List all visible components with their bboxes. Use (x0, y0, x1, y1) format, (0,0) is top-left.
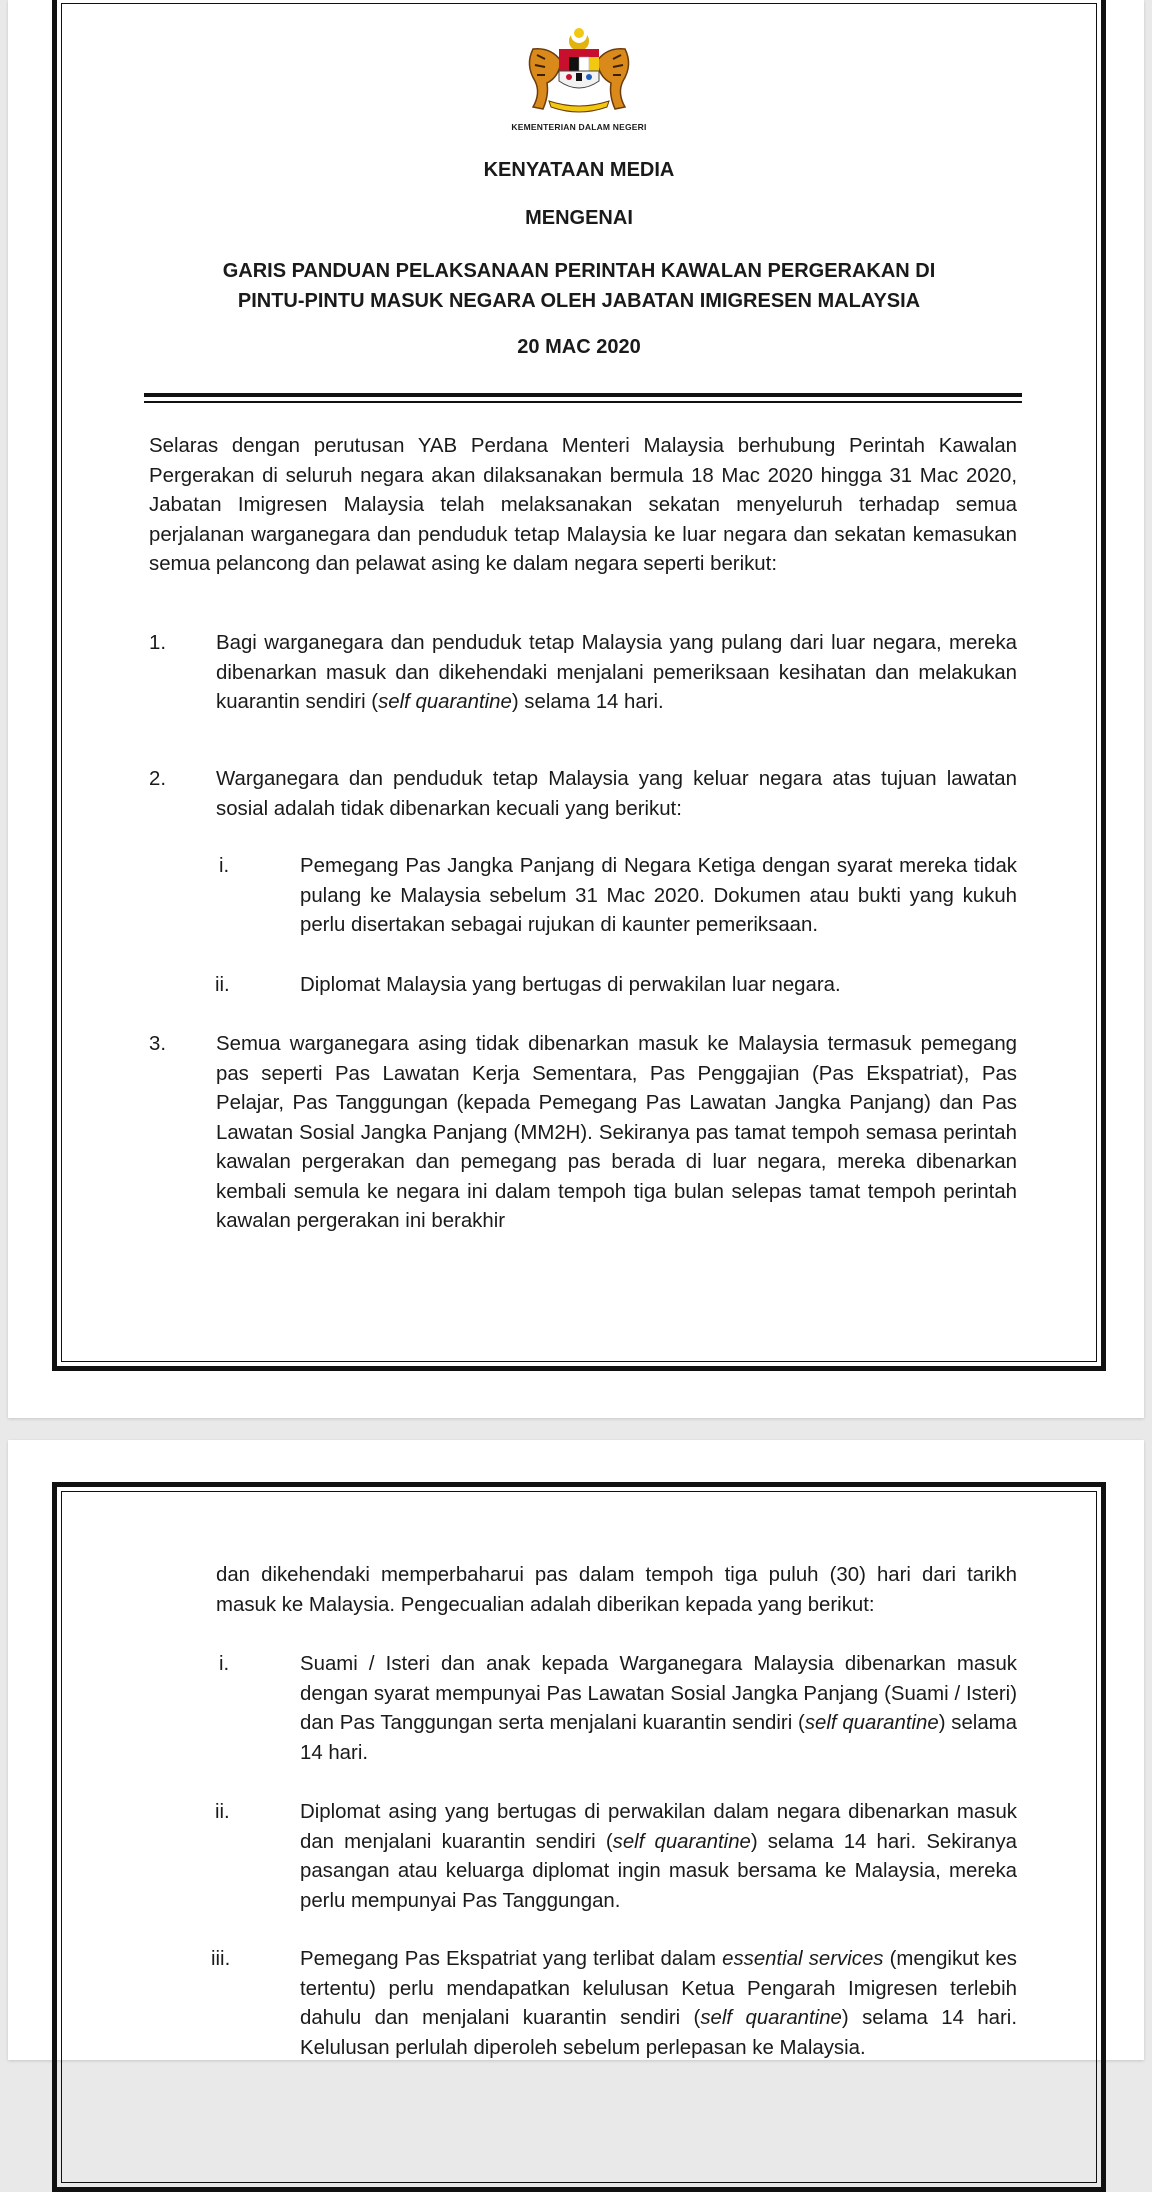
subitem-text: Diplomat asing yang bertugas di perwakilan dalam negara dibenarkan masuk dan menjalani kuarantin sendiri (self quarantine) selama 14 hari. Sekiranya pasangan atau keluarga diplomat ingin masuk bersama ke Malaysia, mereka perlu mempunyai Pas Tanggungan. (300, 1801, 1018, 1912)
document-page-2 (8, 1440, 1144, 2060)
item-2-text: Warganegara dan penduduk tetap Malaysia yang keluar negara atas tujuan lawatan sosial adalah tidak dibenarkan kecuali yang berikut: (216, 768, 1017, 820)
subitem-number: iii. (211, 1948, 231, 1970)
subitem-number: i. (219, 1653, 230, 1675)
document-subtitle: MENGENAI (525, 207, 633, 229)
item-3-text: Semua warganegara asing tidak dibenarkan masuk ke Malaysia termasuk pemegang pas seperti Pas Lawatan Kerja Sementara, Pas Penggajian (Pas Ekspatriat), Pas Pelajar, Pas Tanggungan (kepada Pemegang Pas Lawatan Jangka Panjang) dan Pas Lawatan Sosial Jangka Panjang (MM2H). Sekiranya pas tamat tempoh semasa perintah kawalan pergerakan dan pemegang pas berada di luar negara, mereka dibenarkan kembali semula ke negara ini dalam tempoh tiga bulan selepas tamat tempoh perintah kawalan pergerakan ini berakhir (216, 1033, 1017, 1232)
item-number: 1. (149, 632, 167, 654)
subitem-number: ii. (215, 1801, 230, 1823)
subitem-text: Diplomat Malaysia yang bertugas di perwakilan luar negara. (300, 974, 841, 996)
document-heading (57, 256, 1101, 316)
intro-paragraph: Selaras dengan perutusan YAB Perdana Menteri Malaysia berhubung Perintah Kawalan Pergerakan di seluruh negara akan dilaksanakan bermula 18 Mac 2020 hingga 31 Mac 2020, Jabatan Imigresen Malaysia telah melaksanakan sekatan menyeluruh terhadap semua perjalanan warganegara dan penduduk tetap Malaysia ke luar negara dan sekatan kemasukan semua pelancong dan pelawat asing ke dalam negara seperti berikut: (149, 435, 1017, 575)
subitem-number: ii. (215, 974, 230, 996)
document-title: KENYATAAN MEDIA (483, 159, 675, 181)
heading-line-2: PINTU-PINTU MASUK NEGARA OLEH JABATAN IMIGRESEN MALAYSIA (237, 290, 921, 312)
coat-of-arms-logo (509, 25, 649, 135)
header-divider-thick (144, 393, 1022, 397)
document-date: 20 MAC 2020 (517, 336, 641, 358)
continuation-paragraph: dan dikehendaki memperbaharui pas dalam tempoh tiga puluh (30) hari dari tarikh masuk ke Malaysia. Pengecualian adalah diberikan kepada yang berikut: (216, 1564, 1017, 1616)
subitem-text: Suami / Isteri dan anak kepada Warganegara Malaysia dibenarkan masuk dengan syarat mempunyai Pas Lawatan Sosial Jangka Panjang (Suami / Isteri) dan Pas Tanggungan serta menjalani kuarantin sendiri (self quarantine) selama 14 hari. (300, 1653, 1017, 1764)
header-divider-thin (144, 401, 1022, 403)
heading-line-1: GARIS PANDUAN PELAKSANAAN PERINTAH KAWALAN PERGERAKAN DI (222, 260, 936, 282)
item-number: 3. (149, 1033, 167, 1055)
subitem-text: Pemegang Pas Ekspatriat yang terlibat dalam essential services (mengikut kes tertentu) perlu mendapatkan kelulusan Ketua Pengarah Imigresen terlebih dahulu dan menjalani kuarantin sendiri (self quarantine) selama 14 hari. Kelulusan perlulah diperoleh sebelum perlepasan ke Malaysia. (300, 1948, 1017, 2059)
page-border (52, 0, 1106, 1371)
item-1-text: Bagi warganegara dan penduduk tetap Malaysia yang pulang dari luar negara, mereka dibenarkan masuk dan dikehendaki menjalani pemeriksaan kesihatan dan melakukan kuarantin sendiri (self quarantine) selama 14 hari. (216, 632, 1017, 713)
item-number: 2. (149, 768, 167, 790)
subitem-number: i. (219, 855, 230, 877)
subitem-text: Pemegang Pas Jangka Panjang di Negara Ketiga dengan syarat mereka tidak pulang ke Malaysia sebelum 31 Mac 2020. Dokumen atau bukti yang kukuh perlu disertakan sebagai rujukan di kaunter pemeriksaan. (300, 855, 1017, 936)
ministry-name: KEMENTERIAN DALAM NEGERI (511, 122, 647, 132)
malaysia-coat-of-arms-icon (519, 25, 639, 121)
document-page-1 (8, 0, 1144, 1418)
page-border (52, 1482, 1106, 2192)
